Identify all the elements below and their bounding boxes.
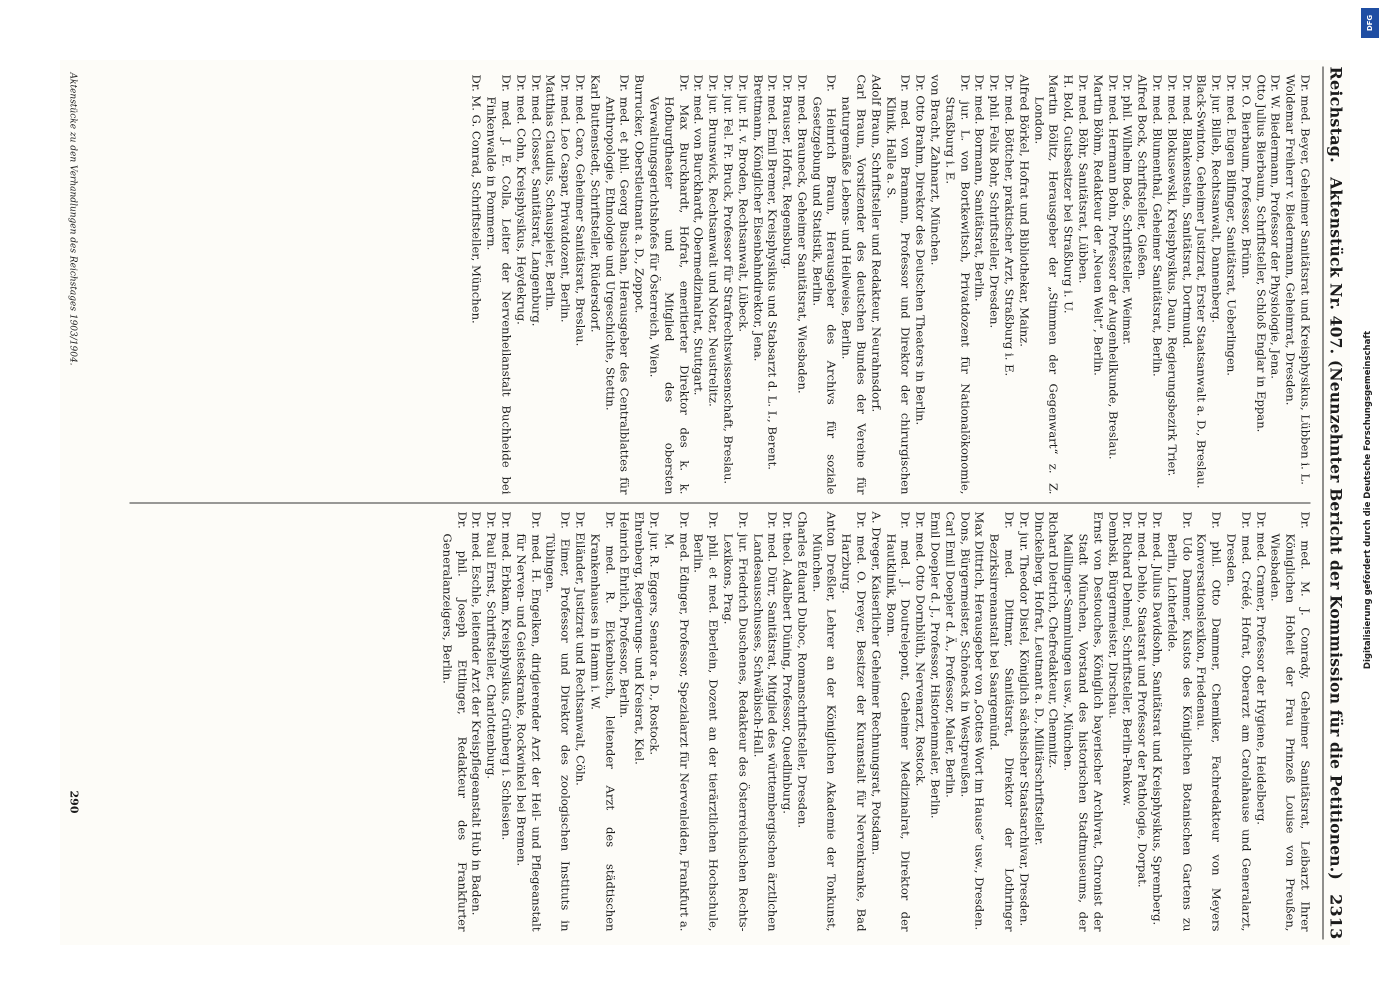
register-entry: Dr. med. Blankenstein, Sanitätsrat, Dortmund. bbox=[1180, 74, 1195, 349]
register-entry: Black-Swinton, Geheimer Justizrat, Erster Staatsanwalt a. D., Breslau. bbox=[1194, 74, 1209, 489]
register-entry: Dinckelberg, Hofrat, Leutnant a. D., Militärschriftsteller. bbox=[1032, 511, 1047, 846]
register-entry: Woldemar Freiherr v. Biedermann, Geheimrat, Dresden. bbox=[1283, 74, 1298, 406]
register-entry: Dr. med. Brauneck, Geheimer Sanitätsrat, Wiesbaden. bbox=[795, 74, 810, 394]
register-entry: Anton Dreßler, Lehrer an der Königlichen Akademie der Tonkunst, München. bbox=[810, 511, 839, 932]
register-entry: Richard Dietrich, Chefredakteur, Chemnitz. bbox=[1046, 511, 1061, 769]
register-entry: Martin Bölitz, Herausgeber der „Stimmen der Gegenwart“ z. Z. London. bbox=[1032, 74, 1061, 495]
digitization-note-text: Digitalisierung gefördert durch die Deutsche Forschungsgemeinschaft bbox=[1363, 330, 1373, 670]
register-entry: Dr. Otto Brahm, Direktor des Deutschen Theaters in Berlin. bbox=[913, 74, 928, 426]
register-entry: Dr. jur. Billeb, Rechtsanwalt, Dannenberg. bbox=[1209, 74, 1224, 323]
register-entry: Dr. med. Julius Davidsohn, Sanitätsrat und Kreisphysikus, Spremberg. bbox=[1150, 511, 1165, 926]
scanned-page bbox=[60, 60, 1350, 945]
register-entry: Dr. jur. Brunswick, Rechtsanwalt und Notar, Neustrelitz. bbox=[706, 74, 721, 407]
register-entry: Dr. med. Böhr, Sanitätsrat, Lübben. bbox=[1076, 74, 1091, 284]
register-entry: Dr. Richard Dehmel, Schriftsteller, Berlin-Pankow. bbox=[1120, 511, 1135, 807]
register-entry: Alfred Bock, Schriftsteller, Gießen. bbox=[1135, 74, 1150, 280]
register-entry: Dons, Bürgermeister, Schöneck in Westpreußen. bbox=[958, 511, 973, 798]
running-head-page-number: 2313 bbox=[1326, 894, 1346, 940]
register-entry: Dr. med. Leo Caspar, Privatdozent, Berlin. bbox=[558, 74, 573, 323]
register-entry: Max Dittrich, Herausgeber von „Gottes Wort im Hause“ usw., Dresden. bbox=[972, 511, 987, 931]
register-entry: Heinrich Ehrlich, Professor, Berlin. bbox=[617, 511, 632, 719]
register-entry: Dr. med. Beyer, Geheimer Sanitätsrat und Kreisphysikus, Lübben i. L. bbox=[1298, 74, 1313, 485]
register-entry: Dr. med. Hermann Bohn, Professor der Augenheilkunde, Breslau. bbox=[1106, 74, 1121, 460]
register-entry: H. Bold, Gutsbesitzer bei Straßburg i. U. bbox=[1061, 74, 1076, 314]
register-entry: Dr. med. Eugen Bilfinger, Sanitätsrat, Ueberlingen. bbox=[1224, 74, 1239, 376]
register-entry: Dr. phil. Wilhelm Bode, Schriftsteller, Weimar. bbox=[1120, 74, 1135, 345]
register-entry: Dr. med. M. J. Conrady, Geheimer Sanitätsrat, Leibarzt Ihrer Königlichen Hoheit der Frau Prinzeß Louise von Preußen, Wiesbaden. bbox=[1268, 511, 1313, 932]
register-entry: Dr. theol. Adalbert Düning, Professor, Quedlinburg. bbox=[780, 511, 795, 814]
register-entry: Dr. jur. Fel. Fr. Bruck, Professor für Strafrechtswissenschaft, Breslau. bbox=[721, 74, 736, 485]
register-entry: Dr. med. R. Eickenbusch, leitender Arzt des städtischen Krankenhauses in Hamm i. W. bbox=[588, 511, 618, 932]
register-entry: Ernst von Destouches, Königlich bayerischer Archivrat, Chronist der Stadt München, Vorstand des historischen Stadtmuseums, der Maillinger-Sammlungen usw., München. bbox=[1061, 511, 1106, 932]
running-head-title: Aktenstück Nr. 407. (Neunzehnter Bericht der Kommission für die Petitionen.) bbox=[1326, 177, 1346, 880]
register-entry: Carl Emil Doepler d. Ä., Professor, Maler, Berlin. bbox=[943, 511, 958, 798]
register-entry: Dr. med. Blumenthal, Geheimer Sanitätsrat, Berlin. bbox=[1150, 74, 1165, 377]
register-entry: Dr. med. Edinger, Professor, Spezialarzt für Nervenleiden, Frankfurt a. M. bbox=[662, 511, 692, 932]
register-entry: Dr. Udo Dammer, Kustos des Königlichen Botanischen Gartens zu Berlin, Lichterfelde. bbox=[1165, 511, 1195, 932]
digitization-note bbox=[1357, 10, 1379, 990]
register-entry: Dr. Paul Ernst, Schriftsteller, Charlottenburg. bbox=[484, 511, 499, 780]
register-entry: Dr. med. Closset, Sanitätsrat, Langenburg. bbox=[529, 74, 544, 327]
right-column bbox=[128, 504, 1313, 940]
register-entry: Dr. Eiländer, Justizrat und Rechtsanwalt, Cöln. bbox=[573, 511, 588, 786]
register-entry: Dr. med. Cohn, Kreisphysikus, Heydekrug. bbox=[514, 74, 529, 325]
register-entry: Dr. med. Erbkam, Kreisphysikus, Grünberg i. Schlesien. bbox=[499, 511, 514, 841]
running-head-left: Reichstag. bbox=[1326, 66, 1346, 163]
register-entry: Dr. med. Cramer, Professor der Hygiene, Heidelberg. bbox=[1254, 511, 1269, 825]
register-entry: Dr. jur. H. v. Broden, Rechtsanwalt, Lübeck. bbox=[736, 74, 751, 333]
register-entry: Dr. phil. Felix Bohr, Schriftsteller, Dresden. bbox=[987, 74, 1002, 329]
register-entry: Burrucker, Oberstleutnant a. D., Zoppot. bbox=[632, 74, 647, 314]
register-entry: Dr. med. H. Engelken, dirigierender Arzt der Heil- und Pflegeanstalt für Nerven- und Geisteskranke, Rockwinkel bei Bremen. bbox=[514, 511, 544, 932]
register-entry: Alfred Börkel, Hofrat und Bibliothekar, Mainz. bbox=[1017, 74, 1032, 347]
register-entry: Dr. med. Crédé, Hofrat, Oberarzt am Carolahause und Generalarzt, Dresden. bbox=[1224, 511, 1254, 932]
register-entry: Dr. jur. Friedrich Duschenes, Redakteur des Österreichischen Rechts-Lexikons, Prag. bbox=[721, 511, 751, 932]
register-entry: Karl Buttenstedt, Schriftsteller, Rüdersdorf. bbox=[588, 74, 603, 333]
register-entry: Martin Böhm, Redakteur der „Neuen Welt“, Berlin. bbox=[1091, 74, 1106, 376]
register-entry: Dr. med. Caro, Geheimer Sanitätsrat, Breslau. bbox=[573, 74, 588, 347]
register-entry: Dr. phil. Joseph Ettlinger, Redakteur des Frankfurter Generalanzeigers, Berlin. bbox=[440, 511, 470, 932]
register-entry: Dr. jur. Theodor Distel, Königlich sächsischer Staatsarchivar, Dresden. bbox=[1017, 511, 1032, 927]
register-entry: Dr. med. Bormann, Sanitätsrat, Berlin. bbox=[972, 74, 987, 302]
footer-page-number: 290 bbox=[67, 790, 81, 814]
register-entry: Dr. Max Burckhardt, Hofrat, emeritierter Direktor des k. k. Hofburgtheater und Mitglied des obersten Verwaltungsgerichtshofes für Österreich, Wien. bbox=[647, 74, 692, 495]
register-entry: Otto Julius Bierbaum, Schriftsteller, Schloß Englar in Eppan. bbox=[1254, 74, 1269, 433]
register-entry: Dr. med. Dürr, Sanitätsrat, Mitglied des württembergischen ärztlichen Landesausschusses, Schwäbisch-Hall. bbox=[751, 511, 780, 932]
register-entry: Dr. O. Bierbaum, Professor, Brünn. bbox=[1239, 74, 1254, 279]
page-footer bbox=[68, 73, 81, 934]
register-entry: Dr. med. Eschle, leitender Arzt der Kreispflegeanstalt Hub in Baden. bbox=[469, 511, 484, 916]
register-entry: A. Dreger, Kaiserlicher Geheimer Rechnungsrat, Potsdam. bbox=[869, 511, 884, 855]
register-entry: Dembski, Bürgermeister, Dirschau. bbox=[1106, 511, 1121, 719]
register-entry: Dr. med. et phil. Georg Buschan, Herausgeber des Centralblattes für Anthropologie, Ethnologie und Urgeschichte, Stettin. bbox=[603, 74, 632, 495]
register-entry: Dr. med. Dehio, Staatsrat und Professor der Pathologie, Dorpat. bbox=[1135, 511, 1150, 888]
register-entry: Dr. phil. Otto Dammer, Chemiker, Fachredakteur von Meyers Konversationslexikon, Friedenau. bbox=[1194, 511, 1224, 932]
register-entry: Dr. jur. L. von Bortkewitsch, Privatdozent für Nationalökonomie, Straßburg i. E. bbox=[943, 74, 973, 495]
register-entry: Dr. phil. et med. Eberlein, Dozent an der tierärztlichen Hochschule, Berlin. bbox=[691, 511, 721, 932]
register-entry: Dr. W. Biedermann, Professor der Physiologie, Jena. bbox=[1268, 74, 1283, 379]
register-entry: Adolf Braun, Schriftsteller und Redakteur, Neurahnsdorf. bbox=[869, 74, 884, 413]
register-entry: Emil Doepler d. J., Professor, Historienmaler, Berlin. bbox=[928, 511, 943, 819]
document-page bbox=[60, 61, 1350, 946]
register-entry: Dr. med. Böttcher, praktischer Arzt, Straßburg i. E. bbox=[1002, 74, 1017, 377]
running-head bbox=[1323, 67, 1346, 940]
register-entry: Matthias Claudius, Schauspieler, Berlin. bbox=[543, 74, 558, 312]
register-entry: Dr. med. von Bramann, Professor und Direktor der chirurgischen Klinik, Halle a. S. bbox=[884, 74, 913, 495]
dfg-logo: DFG bbox=[1361, 8, 1379, 38]
register-entry: Dr. med. J. E. Colla, Leiter der Nervenheilanstalt Buchheide bei Finkenwalde in Pommern. bbox=[484, 74, 514, 495]
register-entry: Dr. med. O. Dreyer, Besitzer der Kuranstalt für Nervenkranke, Bad Harzburg. bbox=[839, 511, 869, 932]
register-entry: Charles Eduard Duboc, Romanschriftsteller, Dresden. bbox=[795, 511, 810, 829]
register-entry: Carl Braun, Vorsitzender des deutschen Bundes der Vereine für naturgemäße Lebens- und Heilweise, Berlin. bbox=[839, 74, 869, 495]
register-entry: Dr. med. Emil Bremer, Kreisphysikus und Stabsarzt d. L. I., Berent. bbox=[765, 74, 780, 470]
register-entry: Dr. med. von Burckhardt, Obermedizinalrat, Stuttgart. bbox=[691, 74, 706, 396]
register-entry: Dr. med. J. Doutrelepont, Geheimer Medizinalrat, Direktor der Hautklinik, Bonn. bbox=[884, 511, 913, 932]
footer-source: Aktenstücke zu den Verhandlungen des Reichstages 1903/1904. bbox=[67, 72, 78, 366]
register-entry: Dr. Brauser, Hofrat, Regensburg. bbox=[780, 74, 795, 270]
register-entry: Dr. med. Blokusewski, Kreisphysikus, Daun, Regierungsbezirk Trier. bbox=[1165, 74, 1180, 477]
left-column bbox=[128, 67, 1313, 503]
register-entry: Dr. Eimer, Professor und Direktor des zoologischen Instituts in Tübingen. bbox=[543, 511, 573, 932]
register-entry: Dr. M. G. Conrad, Schriftsteller, München. bbox=[469, 74, 484, 324]
register-entry: Dr. jur. R. Eggers, Senator a. D., Rostock. bbox=[647, 511, 662, 756]
register-entry: von Bracht, Zahnarzt, München. bbox=[928, 74, 943, 266]
register-entry: Dr. med. Otto Dornblüth, Nervenarzt, Rostock. bbox=[913, 511, 928, 787]
register-entry: Brettmann, Königlicher Eisenbahndirektor, Jena. bbox=[751, 74, 766, 362]
register-entry: Dr. Heinrich Braun, Herausgeber des Archivs für soziale Gesetzgebung und Statistik, Berlin. bbox=[810, 74, 839, 495]
register-entry: Ehrenberg, Regierungs- und Kreisrat, Kiel. bbox=[632, 511, 647, 765]
text-columns bbox=[128, 67, 1313, 940]
register-entry: Dr. med. Dittmar, Sanitätsrat, Direktor der Lothringer Bezirksirrenanstalt bei Saargemünd. bbox=[987, 511, 1017, 932]
